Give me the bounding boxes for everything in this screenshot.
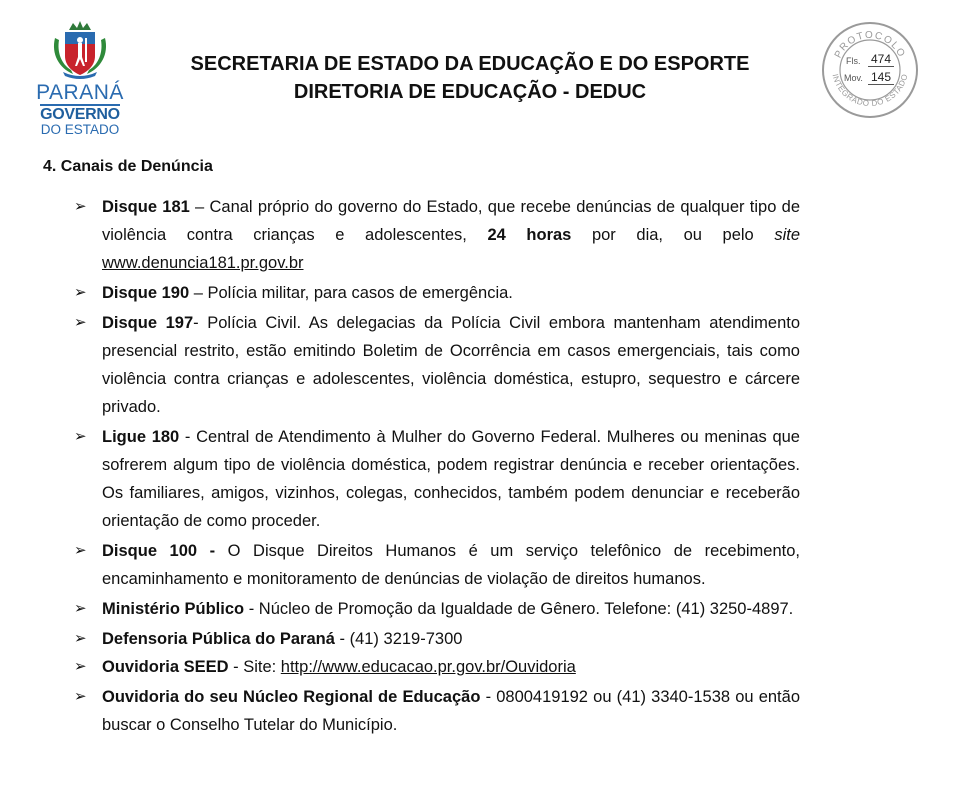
- arrow-bullet-icon: ➢: [74, 688, 87, 705]
- header-line-diretoria: DIRETORIA DE EDUCAÇÃO - DEDUC: [293, 81, 647, 103]
- arrow-bullet-icon: ➢: [74, 284, 87, 301]
- channel-hours: 24 horas: [487, 226, 572, 244]
- channel-description: - Site:: [228, 658, 281, 676]
- list-item-ligue-180: [70, 423, 800, 535]
- channel-description: - Central de Atendimento à Mulher do Governo Federal. Mulheres ou meninas que sofrerem algum tipo de violência doméstica, podem registrar denúncia e receber orientações. Os familiares, amigos, vizinhos, colegas, conhecidos, também podem denunciar e receberão orientação de como proceder.: [102, 428, 800, 530]
- channel-description: – Polícia militar, para casos de emergência.: [189, 284, 513, 302]
- arrow-bullet-icon: ➢: [74, 428, 87, 445]
- channel-name: Ligue 180: [102, 428, 180, 446]
- channel-name: Disque 197: [102, 314, 194, 332]
- stamp-fls-value: 474: [868, 52, 894, 67]
- channel-name: Ouvidoria SEED: [102, 658, 229, 676]
- list-item-disque-181: [70, 193, 800, 277]
- stamp-fls-label: Fls.: [846, 56, 861, 66]
- arrow-bullet-icon: ➢: [74, 600, 87, 617]
- list-item-disque-190: [70, 279, 800, 307]
- document-header: [140, 50, 800, 106]
- channel-name: Defensoria Pública do Paraná: [102, 630, 335, 648]
- arrow-bullet-icon: ➢: [74, 630, 87, 647]
- arrow-bullet-icon: ➢: [74, 542, 87, 559]
- stamp-subtitle: INTEGRADO DO ESTADO: [830, 72, 910, 109]
- ouvidoria-seed-link[interactable]: http://www.educacao.pr.gov.br/Ouvidoria: [280, 658, 576, 676]
- header-line-secretaria: SECRETARIA DE ESTADO DA EDUCAÇÃO E DO ESPORTE: [190, 53, 750, 75]
- channel-description-2: por dia, ou pelo: [571, 226, 775, 244]
- logo-parana-text: PARANÁ: [36, 81, 124, 104]
- list-item-ouvidoria-nucleo: [70, 683, 800, 739]
- list-item-ministerio-publico: [70, 595, 800, 623]
- arrow-bullet-icon: ➢: [74, 658, 87, 675]
- denuncia181-link[interactable]: www.denuncia181.pr.gov.br: [102, 254, 304, 272]
- logo-estado-text: DO ESTADO: [40, 122, 120, 137]
- arrow-bullet-icon: ➢: [74, 314, 87, 331]
- channel-description: - 0800419192 ou (41) 3340-1538 ou então buscar o Conselho Tutelar do Município.: [102, 688, 800, 734]
- list-item-defensoria-publica: [70, 625, 800, 653]
- channel-name: Disque 181: [102, 198, 190, 216]
- channel-description: – Canal próprio do governo do Estado, que recebe denúncias de qualquer tipo de violência contra crianças e adolescentes,: [102, 198, 800, 244]
- parana-government-logo: [30, 20, 130, 138]
- section-title: 4. Canais de Denúncia: [43, 158, 213, 175]
- site-word: site: [774, 226, 801, 244]
- channel-name: Ministério Público: [102, 600, 245, 618]
- stamp-title: PROTOCOLO: [832, 29, 908, 61]
- protocol-stamp: [820, 20, 920, 120]
- list-item-disque-100: [70, 537, 800, 593]
- channel-name: Disque 190: [102, 284, 190, 302]
- stamp-mov-value: 145: [868, 70, 894, 85]
- list-item-disque-197: [70, 309, 800, 421]
- complaint-channels-list: [70, 193, 800, 739]
- arrow-bullet-icon: ➢: [74, 198, 87, 215]
- channel-name: Ouvidoria do seu Núcleo Regional de Educação: [102, 688, 481, 706]
- logo-governo-text: GOVERNO: [40, 106, 120, 123]
- coat-of-arms-icon: [49, 20, 111, 80]
- channel-name: Disque 100 -: [102, 542, 216, 560]
- channel-description: O Disque Direitos Humanos é um serviço telefônico de recebimento, encaminhamento e monitoramento de denúncias de violação de direitos humanos.: [102, 542, 800, 588]
- channel-description: - Polícia Civil. As delegacias da Polícia Civil embora mantenham atendimento presencial restrito, estão emitindo Boletim de Ocorrência em casos emergenciais, tais como violência contra crianças e adolescentes, violência doméstica, estupro, sequestro e cárcere privado.: [102, 314, 801, 416]
- channel-description: - Núcleo de Promoção da Igualdade de Gênero. Telefone: (41) 3250-4897.: [244, 600, 794, 618]
- channel-description: - (41) 3219-7300: [334, 630, 463, 648]
- stamp-mov-label: Mov.: [844, 73, 863, 83]
- list-item-ouvidoria-seed: [70, 653, 800, 681]
